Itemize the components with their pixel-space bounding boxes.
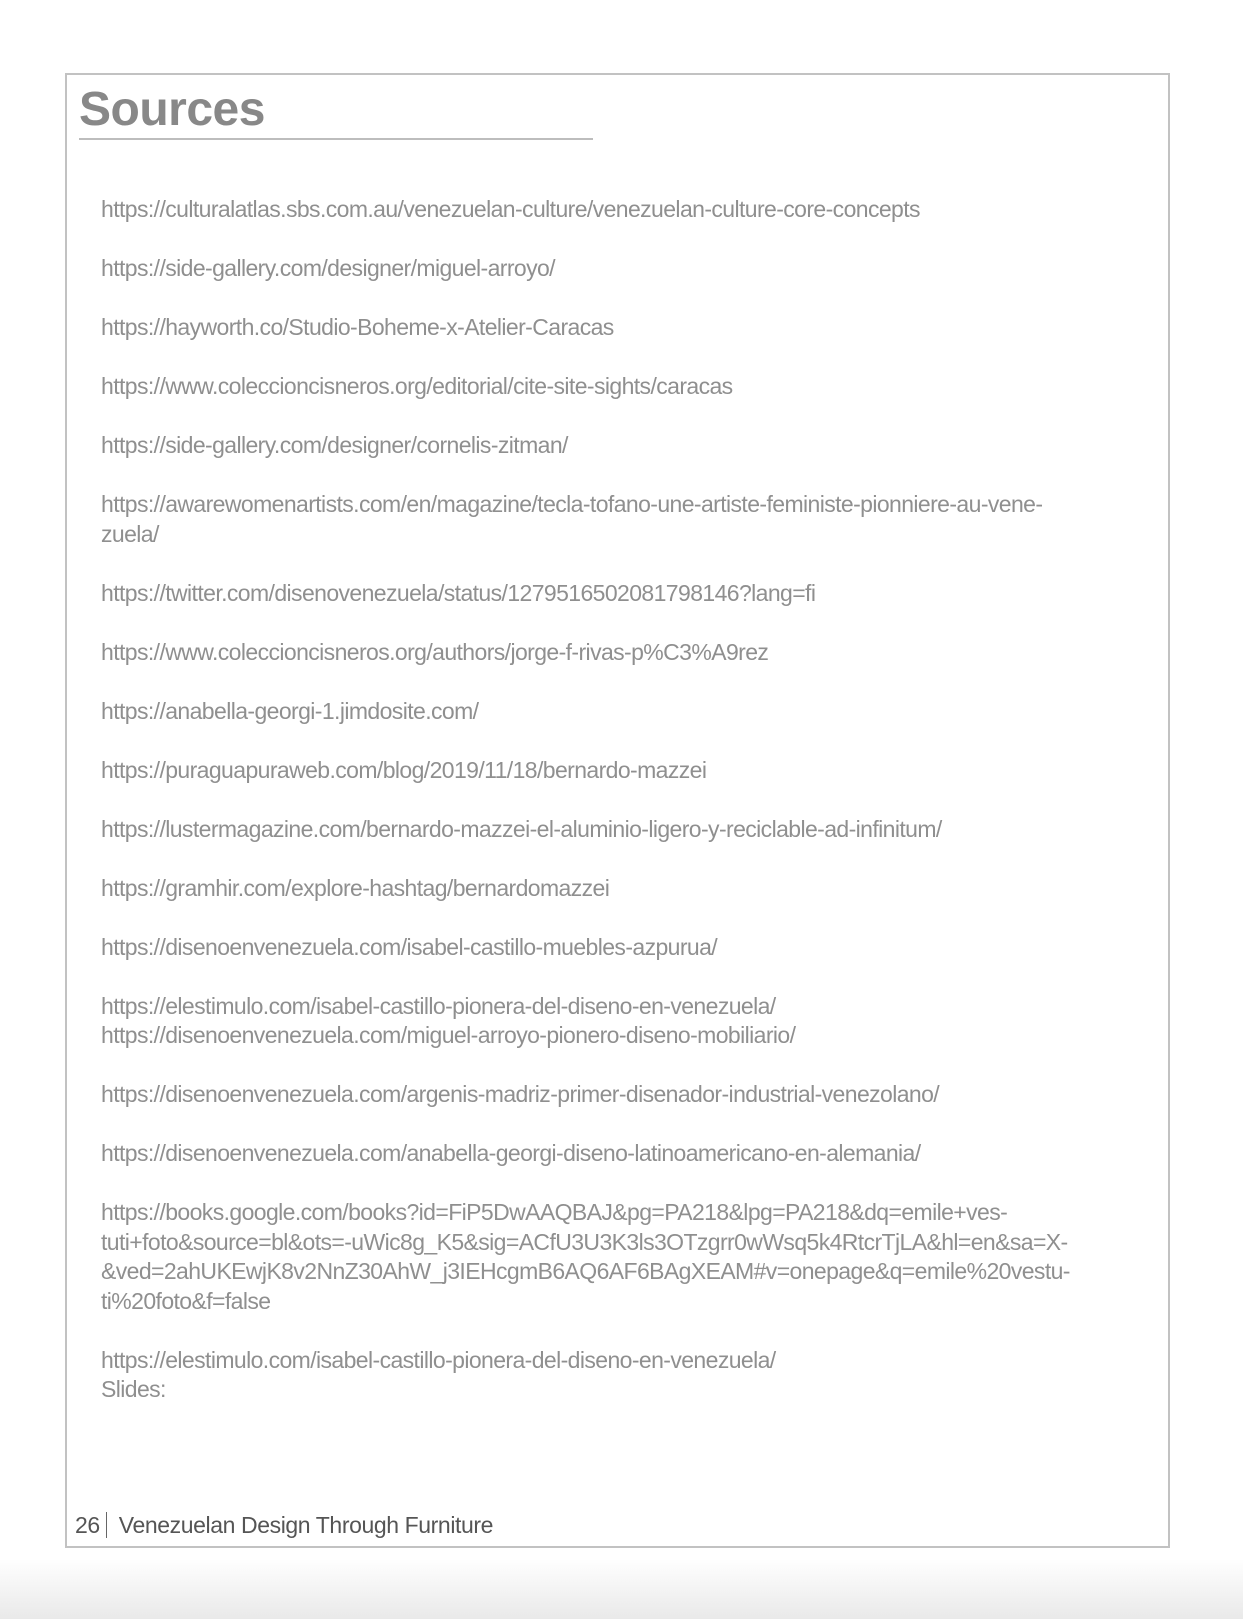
page-title: Sources [79, 83, 265, 136]
source-entry[interactable]: https://disenoenvenezuela.com/argenis-madriz-primer-disenador-industrial-venezolano/ [101, 1081, 940, 1107]
source-entry[interactable]: https://hayworth.co/Studio-Boheme-x-Atelier-Caracas [101, 314, 614, 340]
source-entry[interactable]: https://side-gallery.com/designer/miguel-arroyo/ [101, 255, 555, 281]
source-entry[interactable]: https://disenoenvenezuela.com/anabella-georgi-diseno-latinoamericano-en-alemania/ [101, 1140, 921, 1166]
source-entry[interactable]: https://twitter.com/disenovenezuela/status/1279516502081798146?lang=fi [101, 579, 816, 606]
source-entry[interactable]: https://awarewomenartists.com/en/magazine/tecla-tofano-une-artiste-feministe-pionniere-au-vene- zuela/ [101, 491, 1043, 547]
source-entry[interactable]: https://culturalatlas.sbs.com.au/venezuelan-culture/venezuelan-culture-core-concepts [101, 196, 920, 222]
source-entry[interactable]: https://disenoenvenezuela.com/isabel-castillo-muebles-azpurua/ [101, 933, 718, 960]
document-page [65, 73, 1170, 1548]
source-entry[interactable]: https://gramhir.com/explore-hashtag/bernardomazzei [101, 874, 610, 901]
source-entry[interactable]: https://books.google.com/books?id=FiP5DwAAQBAJ&pg=PA218&lpg=PA218&dq=emile+ves- tuti+foto&source=bl&ots=-uWic8g_K5&sig=ACfU3U3K3ls3OTzgrr0wWsq5k4RtcrTjLA&hl=en&sa=X- &ved=2ahUKEwjK8v2NnZ30AhW_j3IEHcgmB6AQ6AF6BAgXEAM#v=onepage&q=emile%20vestu- ti%20foto&f=false [101, 1199, 1070, 1314]
source-entry[interactable]: https://lustermagazine.com/bernardo-mazzei-el-aluminio-ligero-y-reciclable-ad-infinitum/ [101, 815, 942, 842]
source-entry[interactable]: https://elestimulo.com/isabel-castillo-pionera-del-diseno-en-venezuela/ https://disenoenvenezuela.com/miguel-arroyo-pionero-diseno-mobiliario/ [101, 992, 796, 1048]
source-entry[interactable]: https://elestimulo.com/isabel-castillo-pionera-del-diseno-en-venezuela/ Slides: [101, 1346, 776, 1402]
bottom-shadow [0, 1559, 1243, 1619]
page-number: 26 [75, 1512, 107, 1538]
book-title: Venezuelan Design Through Furniture [118, 1512, 494, 1538]
source-entry[interactable]: https://anabella-georgi-1.jimdosite.com/ [101, 697, 479, 724]
source-entry[interactable]: https://www.coleccioncisneros.org/authors/jorge-f-rivas-p%C3%A9rez [101, 638, 769, 665]
source-entry[interactable]: https://puraguapuraweb.com/blog/2019/11/18/bernardo-mazzei [101, 756, 707, 783]
sources-list [101, 195, 1141, 1434]
source-entry[interactable]: https://side-gallery.com/designer/cornelis-zitman/ [101, 432, 568, 458]
title-underline [79, 138, 593, 140]
source-entry[interactable]: https://www.coleccioncisneros.org/editorial/cite-site-sights/caracas [101, 373, 733, 399]
page-footer [75, 1512, 493, 1538]
